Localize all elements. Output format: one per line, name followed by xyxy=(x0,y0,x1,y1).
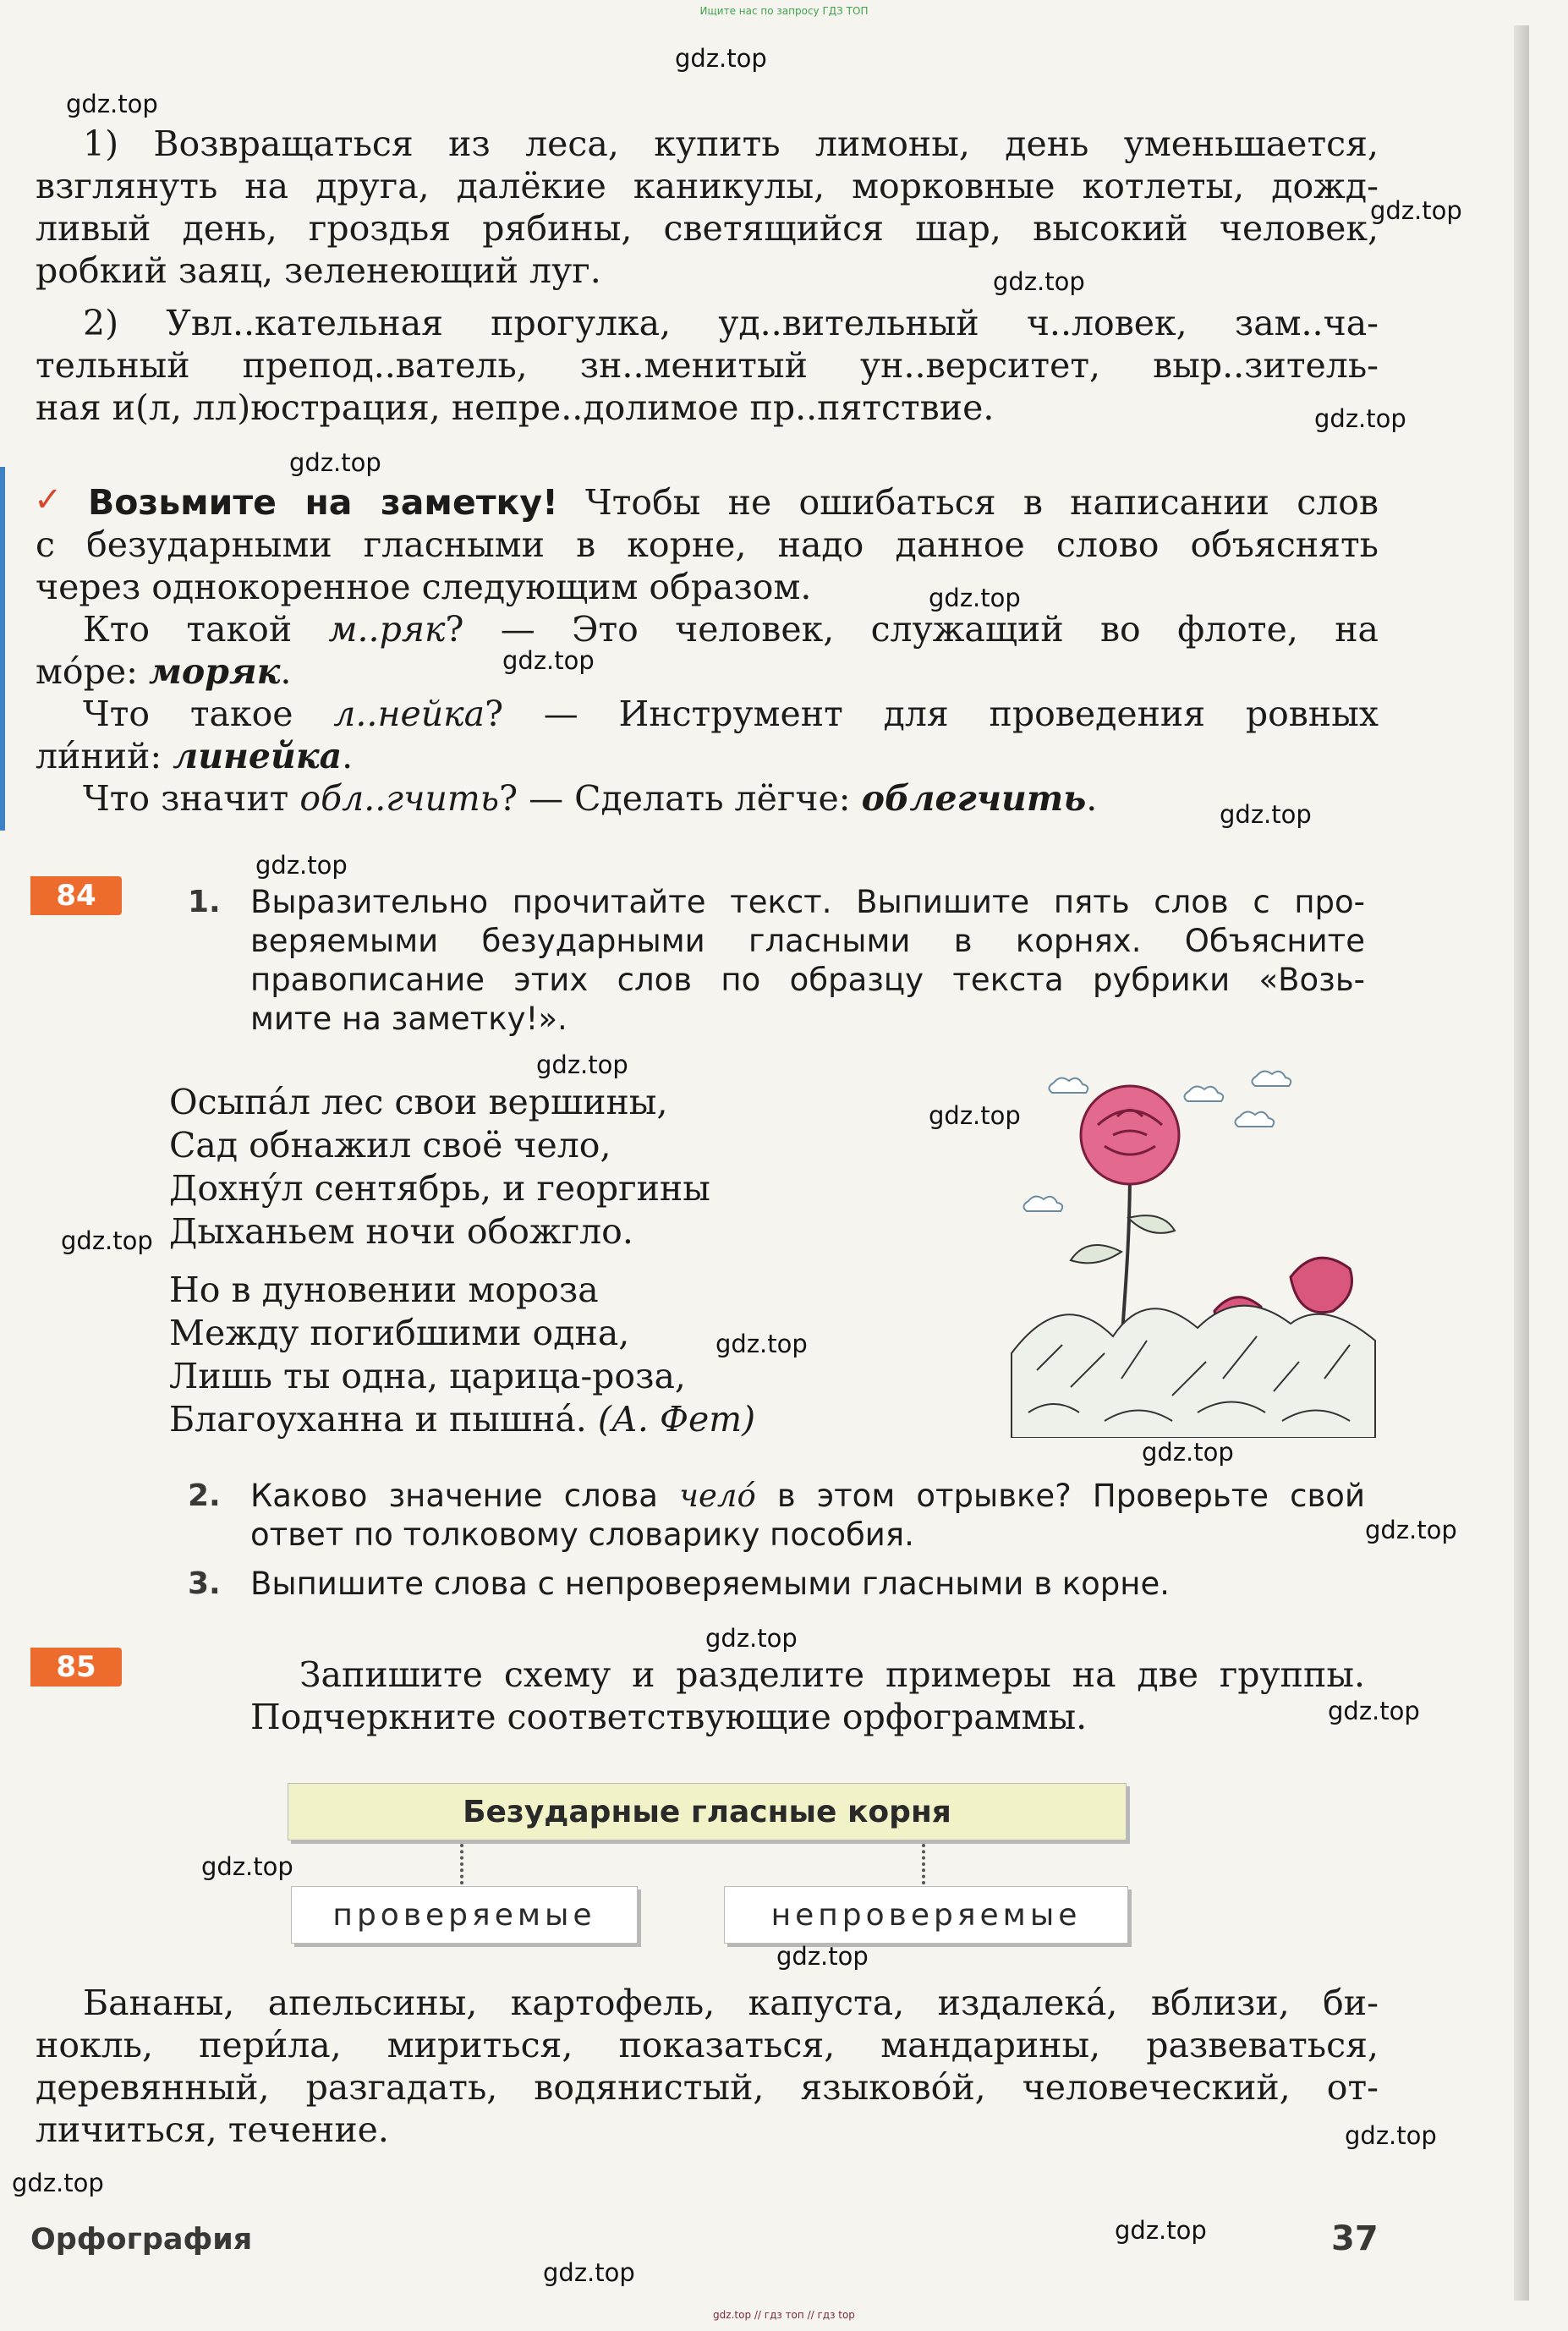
watermark: gdz.top xyxy=(776,1942,869,1971)
watermark: gdz.top xyxy=(502,646,595,675)
word-list-line: нокль, пери́ла, мириться, показаться, мандарины, развеваться, xyxy=(36,2025,1379,2065)
note-line xyxy=(88,482,1379,524)
poem-line: Но в дуновении мороза xyxy=(169,1270,599,1310)
note-heading: Возьмите на заметку! xyxy=(88,482,558,523)
example-answer: облегчить xyxy=(861,778,1087,819)
poem-line: Благоуханна и пышна́. (А. Фет) xyxy=(169,1399,756,1440)
note-line: через однокоренное следующим образом. xyxy=(36,567,812,607)
scheme-connector xyxy=(922,1844,925,1884)
item-number: 3. xyxy=(188,1566,221,1601)
exercise-text: Выразительно прочитайте текст. Выпишите пять слов с про- xyxy=(250,884,1365,920)
watermark: gdz.top xyxy=(543,2258,635,2287)
watermark: gdz.top xyxy=(201,1852,293,1881)
exercise-text: Каково значение слова чело́ в этом отрывке? Проверьте свой xyxy=(250,1478,1365,1514)
watermark: gdz.top xyxy=(536,1050,628,1079)
scheme-left-box: проверяемые xyxy=(291,1886,638,1944)
watermark: gdz.top xyxy=(929,1101,1021,1130)
word-list-line: личиться, течение. xyxy=(36,2109,389,2150)
watermark: gdz.top xyxy=(1142,1438,1234,1467)
scheme-right-box: непроверяемые xyxy=(724,1886,1128,1944)
word-list-line: деревянный, разгадать, водянистый, языково́й, человеческий, от- xyxy=(36,2067,1379,2108)
watermark: gdz.top xyxy=(715,1330,808,1358)
task-line: 1) Возвращаться из леса, купить лимоны, день уменьшается, xyxy=(83,123,1379,164)
exercise-text: ответ по толковому словарику пособия. xyxy=(250,1517,914,1553)
page-number: 37 xyxy=(1331,2219,1379,2258)
exercise-number-badge: 84 xyxy=(30,876,122,915)
poem-author: (А. Фет) xyxy=(597,1399,756,1440)
watermark: gdz.top xyxy=(1370,196,1462,225)
exercise-text: Выпишите слова с непроверяемыми гласными в корне. xyxy=(250,1566,1170,1602)
section-title: Орфография xyxy=(30,2223,253,2257)
note-example: мо́ре: моряк. xyxy=(36,651,292,692)
task-line: 2) Увл..кательная прогулка, уд..вительный ч..ловек, зам..ча- xyxy=(83,303,1379,343)
watermark: gdz.top xyxy=(1220,800,1312,829)
watermark: gdz.top xyxy=(1365,1516,1457,1544)
exercise-number-badge: 85 xyxy=(30,1648,122,1687)
exercise-text: мите на заметку!». xyxy=(250,1001,567,1037)
watermark: gdz.top xyxy=(12,2169,104,2197)
watermark: gdz.top xyxy=(61,1226,153,1255)
watermark: gdz.top xyxy=(993,267,1085,296)
watermark: gdz.top xyxy=(255,851,348,880)
bottom-banner-text: gdz.top // гдз топ // гдз top xyxy=(713,2309,855,2321)
watermark: gdz.top xyxy=(1345,2121,1437,2150)
scheme-connector xyxy=(460,1844,463,1884)
example-answer: моряк xyxy=(148,651,281,692)
watermark: gdz.top xyxy=(929,584,1021,612)
note-text: Чтобы не ошибаться в написании слов xyxy=(585,482,1379,523)
poem-line: Сад обнажил своё чело, xyxy=(169,1125,611,1166)
note-example: Что такое л..нейка? — Инструмент для проведения ровных xyxy=(83,694,1379,734)
watermark: gdz.top xyxy=(675,44,767,73)
watermark: gdz.top xyxy=(1115,2216,1207,2245)
page-edge xyxy=(1514,25,1529,2301)
note-side-bar xyxy=(0,467,5,831)
task-line: ливый день, гроздья рябины, светящийся шар, высокий человек, xyxy=(36,208,1379,249)
exercise-text: Запишите схему и разделите примеры на две группы. xyxy=(299,1654,1365,1695)
rose-illustration-icon xyxy=(1003,1066,1384,1438)
word-list-line: Бананы, апельсины, картофель, капуста, издалека́, вблизи, би- xyxy=(83,1983,1379,2023)
note-example: Кто такой м..ряк? — Это человек, служащий во флоте, на xyxy=(83,609,1379,650)
watermark: gdz.top xyxy=(705,1624,798,1653)
example-word: м..ряк xyxy=(328,609,446,650)
task-line: ная и(л, лл)юстрация, непре..долимое пр..пятствие. xyxy=(36,387,995,428)
item-number: 2. xyxy=(188,1478,221,1513)
checkmark-icon: ✓ xyxy=(34,480,63,519)
note-example: Что значит обл..гчить? — Сделать лёгче: облегчить. xyxy=(83,778,1098,819)
watermark: gdz.top xyxy=(66,90,158,118)
task-line: робкий заяц, зеленеющий луг. xyxy=(36,250,601,291)
example-word: л..нейка xyxy=(333,694,485,734)
poem-line: Дохну́л сентябрь, и георгины xyxy=(169,1168,710,1209)
exercise-text: Подчеркните соответствующие орфограммы. xyxy=(250,1697,1088,1737)
poem-line: Дыханьем ночи обожгло. xyxy=(169,1211,633,1252)
task-line: взглянуть на друга, далёкие каникулы, морковные котлеты, дожд- xyxy=(36,166,1379,206)
example-word: обл..гчить xyxy=(299,778,500,819)
top-banner-text: Ищите нас по запросу ГДЗ ТОП xyxy=(699,5,869,17)
highlight-word: чело́ xyxy=(679,1478,756,1514)
poem-line: Между погибшими одна, xyxy=(169,1313,630,1353)
note-line: с безударными гласными в корне, надо данное слово объяснять xyxy=(36,524,1379,565)
exercise-text: правописание этих слов по образцу текста рубрики «Возь- xyxy=(250,962,1365,998)
watermark: gdz.top xyxy=(1314,404,1406,433)
poem-line: Лишь ты одна, царица-роза, xyxy=(169,1356,686,1396)
task-line: тельный препод..ватель, зн..менитый ун..верситет, выр..зитель- xyxy=(36,345,1379,386)
scheme-title-box: Безударные гласные корня xyxy=(288,1783,1127,1840)
exercise-text: веряемыми безударными гласными в корнях. Объясните xyxy=(250,923,1365,959)
poem-line: Осыпа́л лес свои вершины, xyxy=(169,1082,668,1122)
item-number: 1. xyxy=(188,885,221,919)
note-example: ли́ний: линейка. xyxy=(36,736,354,776)
watermark: gdz.top xyxy=(289,448,381,477)
watermark: gdz.top xyxy=(1328,1697,1420,1725)
example-answer: линейка xyxy=(173,736,343,776)
